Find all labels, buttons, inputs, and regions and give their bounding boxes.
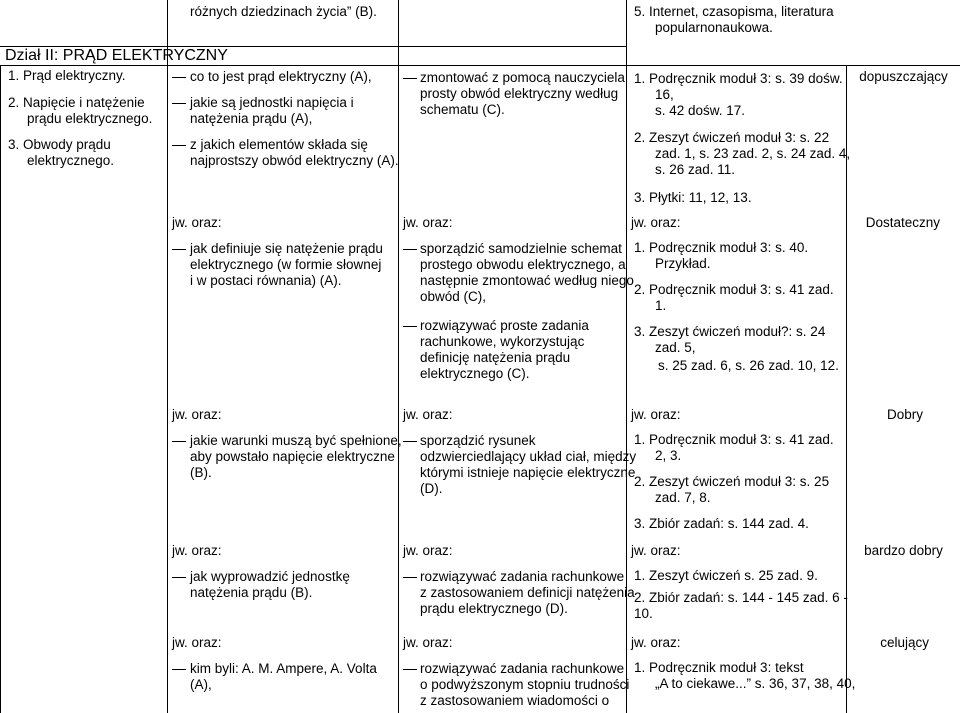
skill-item: sporządzić samodzielnie schemat (420, 241, 622, 256)
grade-label: Dostateczny (865, 215, 940, 230)
topic-3-line-2: elektrycznego. (27, 153, 115, 168)
curriculum-table-page: różnych dziedzinach życia” (B). 5. Internet, czasopisma, literatura popularnonaukowa. Dział II: PRĄD ELEKTRYCZNY 1. Prąd elektryczny. 2. Napięcie i natężenie prądu elektrycznego. 3. Obwody prądu elektrycznego. co to jest prąd elektryczny (A), jakie są jednostki napięcia i natężenia prądu (A), z jakich elementów składa się najprostszy obwód elektryczny (A). zmontować z pomocą nauczyciela prosty obwód elektryczny według schematu (C). 1. Podręcznik moduł 3: s. 39 dośw. 16, s. 42 dośw. 17. 2. Zeszyt ćwiczeń moduł 3: s. 22 zad. 1, s. 23 zad. 2, s. 24 zad. 4, s. 26 zad. 11. 3. Płytki: 11, 12, 13. dopuszczający jw. oraz: jw. oraz: jw. oraz: Dostateczny jak definiuje się natężenie prądu elektrycznego (w formie słownej i w postaci równania) (A). sporządzić samodzielnie schemat prostego obwodu elektrycznego, a następnie zmontować według niego obwód (C), rozwiązywać proste zadania rachunkowe, wykorzystując definicję natężenia prądu elektrycznego (C). 1. Podręcznik moduł 3: s. 40. Przykład. 2. Podręcznik moduł 3: s. 41 zad. 1. 3. Zeszyt ćwiczeń moduł?: s. 24 zad. 5, s. 25 zad. 6, s. 26 zad. 10, 12. jw. oraz: jw. oraz: jw. oraz: Dobry jakie warunki muszą być spełnione, aby powstało napięcie elektryczne (B). sporządzić rysunek odzwierciedlający układ ciał, między którymi istnieje napięcie elektryczne (D). 1. Podręcznik moduł 3: s. 41 zad. 2, 3. 2. Zeszyt ćwiczeń moduł 3: s. 25 zad. 7, 8. 3. Zbiór zadań: s. 144 zad. 4. jw. oraz: jw. oraz: jw. oraz: bardzo dobry jak wyprowadzić jednostkę natężenia prądu (B). rozwiązywać zadania rachunkowe z zastosowaniem definicji natężenia prądu elektrycznego (D). 1. Zeszyt ćwiczeń s. 25 zad. 9. 2. Zbiór zadań: s. 144 - 145 zad. 6 - 10. jw. oraz: jw. oraz: jw. oraz: celujący kim byli: A. M. Ampere, A. Volta (A), rozwiązywać zadania rachunkowe o podwyższonym stopniu trudności z zastosowaniem wiadomości o 1. Podręcznik moduł 3: tekst „A to ciekawe...” s. 36, 37, 38, 40, (0, 0, 960, 713)
knowledge-item: jak definiuje się natężenie prądu (190, 241, 383, 256)
also-label: jw. oraz: (631, 215, 681, 230)
topic-2-line-1: 2. Napięcie i natężenie (8, 95, 145, 110)
also-label: jw. oraz: (631, 635, 681, 650)
also-label: jw. oraz: (172, 407, 222, 422)
also-label: jw. oraz: (172, 543, 222, 558)
also-label: jw. oraz: (172, 635, 222, 650)
material-item: 1. Zeszyt ćwiczeń s. 25 zad. 9. (634, 568, 818, 583)
material-item: 2. Zeszyt ćwiczeń moduł 3: s. 25 (634, 474, 830, 489)
skill-item: sporządzić rysunek (420, 433, 536, 448)
top-right-line-2: popularnonaukowa. (655, 20, 773, 35)
knowledge-item: jakie są jednostki napięcia i (190, 95, 354, 110)
also-label: jw. oraz: (403, 215, 453, 230)
skill-item: rozwiązywać zadania rachunkowe (420, 569, 625, 584)
material-item: 2. Zbiór zadań: s. 144 - 145 zad. 6 - (634, 590, 848, 605)
knowledge-item: z jakich elementów składa się (190, 137, 368, 152)
also-label: jw. oraz: (631, 543, 681, 558)
skill-item: rozwiązywać zadania rachunkowe (420, 661, 625, 676)
also-label: jw. oraz: (172, 215, 222, 230)
knowledge-item: jakie warunki muszą być spełnione, (190, 433, 402, 448)
section-title: Dział II: PRĄD ELEKTRYCZNY (5, 47, 228, 64)
material-item: 1. Podręcznik moduł 3: s. 39 dośw. (634, 71, 843, 86)
material-item: 2. Zeszyt ćwiczeń moduł 3: s. 22 (634, 130, 830, 145)
topic-2-line-2: prądu elektrycznego. (27, 111, 153, 126)
material-item: 2. Podręcznik moduł 3: s. 41 zad. (634, 282, 834, 297)
top-right-line-1: 5. Internet, czasopisma, literatura (634, 4, 834, 19)
also-label: jw. oraz: (403, 407, 453, 422)
material-item: 3. Płytki: 11, 12, 13. (634, 190, 752, 205)
material-item: 3. Zeszyt ćwiczeń moduł?: s. 24 (634, 324, 826, 339)
grade-label: bardzo dobry (864, 543, 943, 558)
material-item: 1. Podręcznik moduł 3: tekst (634, 660, 804, 675)
grade-label: Dobry (886, 407, 923, 422)
material-item: 1. Podręcznik moduł 3: s. 40. (634, 240, 809, 255)
also-label: jw. oraz: (631, 407, 681, 422)
grade-label: dopuszczający (859, 69, 948, 84)
topic-1: 1. Prąd elektryczny. (8, 68, 126, 83)
knowledge-item: jak wyprowadzić jednostkę (190, 569, 350, 584)
intro-line: różnych dziedzinach życia” (B). (190, 4, 377, 19)
skill-item: zmontować z pomocą nauczyciela (420, 70, 625, 85)
also-label: jw. oraz: (403, 635, 453, 650)
skill-item: rozwiązywać proste zadania (420, 318, 589, 333)
material-item: 1. Podręcznik moduł 3: s. 41 zad. (634, 432, 834, 447)
topic-3-line-1: 3. Obwody prądu (8, 137, 111, 152)
knowledge-item: kim byli: A. M. Ampere, A. Volta (190, 661, 377, 676)
also-label: jw. oraz: (403, 543, 453, 558)
material-item: 3. Zbiór zadań: s. 144 zad. 4. (634, 516, 809, 531)
knowledge-item: co to jest prąd elektryczny (A), (190, 69, 372, 84)
grade-label: celujący (880, 635, 929, 650)
